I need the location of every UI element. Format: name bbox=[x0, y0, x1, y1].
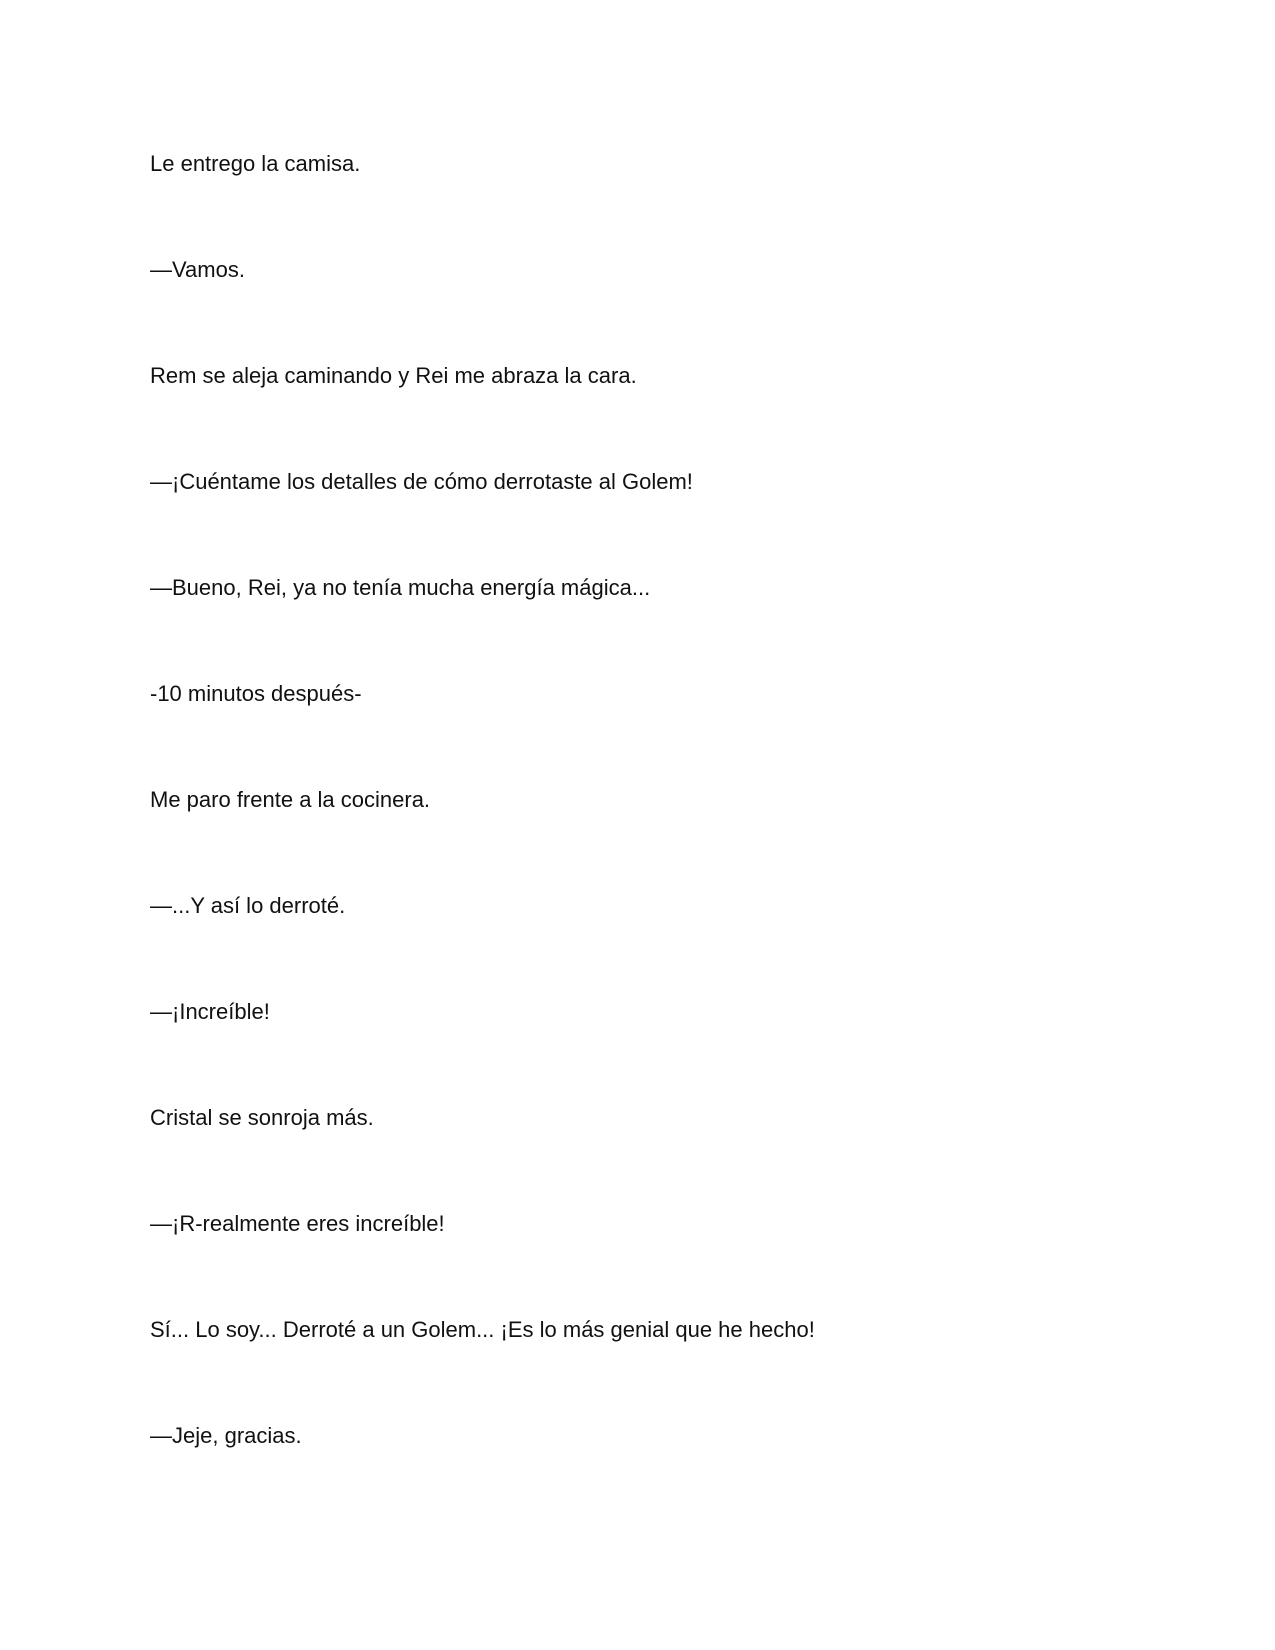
paragraph-4: —¡Cuéntame los detalles de cómo derrotaste al Golem! bbox=[150, 469, 693, 494]
paragraph-10: Cristal se sonroja más. bbox=[150, 1105, 374, 1130]
paragraph-2: —Vamos. bbox=[150, 257, 245, 282]
paragraph-13: —Jeje, gracias. bbox=[150, 1423, 302, 1448]
paragraph-11: —¡R-realmente eres increíble! bbox=[150, 1211, 445, 1236]
paragraph-3: Rem se aleja caminando y Rei me abraza la cara. bbox=[150, 363, 637, 388]
paragraph-7: Me paro frente a la cocinera. bbox=[150, 787, 431, 812]
paragraph-9: —¡Increíble! bbox=[150, 999, 270, 1024]
paragraph-12: Sí... Lo soy... Derroté a un Golem... ¡Es lo más genial que he hecho! bbox=[150, 1317, 815, 1342]
paragraph-1: Le entrego la camisa. bbox=[150, 151, 361, 176]
paragraph-8: —...Y así lo derroté. bbox=[150, 893, 346, 918]
paragraph-5: —Bueno, Rei, ya no tenía mucha energía mágica... bbox=[150, 575, 651, 600]
scene-break: -10 minutos después- bbox=[150, 681, 362, 706]
